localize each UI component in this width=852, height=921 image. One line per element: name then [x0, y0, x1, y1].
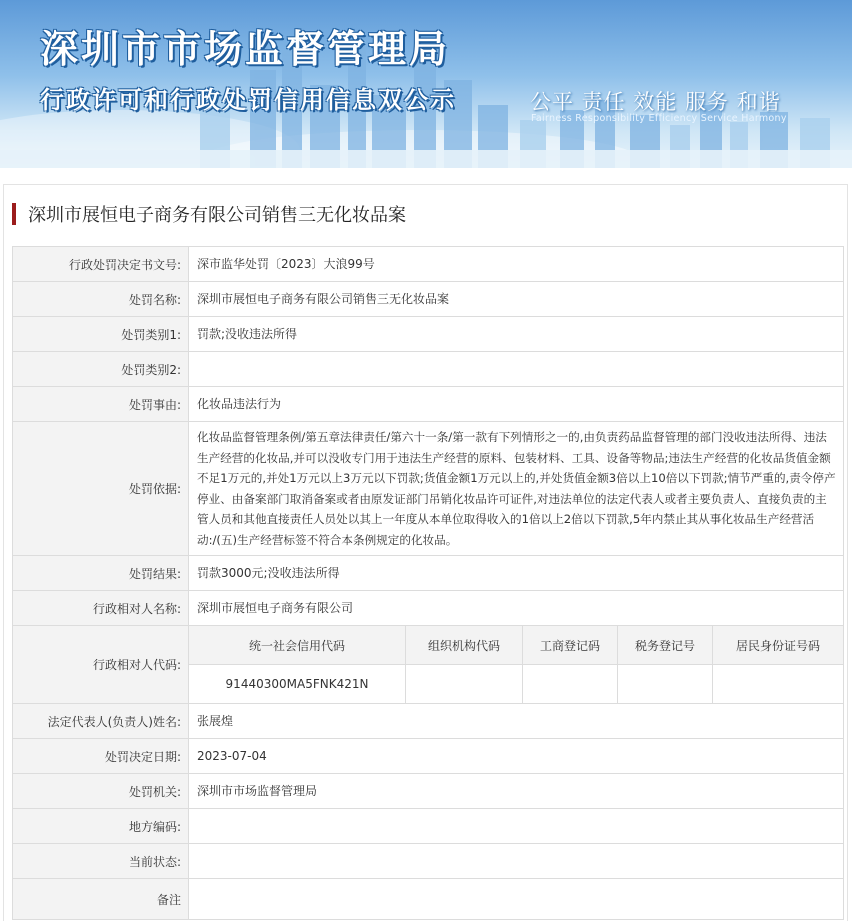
- decision-date-label: 处罚决定日期:: [13, 739, 189, 774]
- reason-label: 处罚事由:: [13, 387, 189, 422]
- authority-value: 深圳市市场监督管理局: [189, 774, 844, 809]
- category2-value: [189, 352, 844, 387]
- penalty-name-value: 深圳市展恒电子商务有限公司销售三无化妆品案: [189, 282, 844, 317]
- table-row: [13, 809, 844, 844]
- heading-accent-bar: [12, 203, 16, 225]
- header-banner: [0, 0, 852, 168]
- site-subtitle: 行政许可和行政处罚信用信息双公示: [40, 86, 456, 114]
- table-row: [13, 591, 844, 626]
- code-header-tax: 税务登记号: [618, 626, 713, 665]
- penalty-name-label: 处罚名称:: [13, 282, 189, 317]
- code-value-row: [189, 665, 843, 704]
- table-row: [13, 556, 844, 591]
- result-value: 罚款3000元;没收违法所得: [189, 556, 844, 591]
- code-value-org: [406, 665, 523, 704]
- table-row: [13, 844, 844, 879]
- code-header-row: [189, 626, 843, 665]
- legal-rep-value: 张展煌: [189, 704, 844, 739]
- case-info-table: [12, 246, 844, 920]
- code-header-business: 工商登记码: [523, 626, 618, 665]
- code-value-business: [523, 665, 618, 704]
- case-detail-panel: [3, 184, 848, 921]
- note-label: 备注: [13, 879, 189, 920]
- party-name-label: 行政相对人名称:: [13, 591, 189, 626]
- doc-no-label: 行政处罚决定书文号:: [13, 247, 189, 282]
- table-row: [13, 387, 844, 422]
- doc-no-value: 深市监华处罚〔2023〕大浪99号: [189, 247, 844, 282]
- table-row: [13, 626, 844, 704]
- region-code-label: 地方编码:: [13, 809, 189, 844]
- table-row: [13, 352, 844, 387]
- party-code-table: [189, 626, 843, 703]
- reason-value: 化妆品违法行为: [189, 387, 844, 422]
- status-label: 当前状态:: [13, 844, 189, 879]
- category2-label: 处罚类别2:: [13, 352, 189, 387]
- site-title: 深圳市市场监督管理局: [40, 27, 451, 71]
- basis-label: 处罚依据:: [13, 422, 189, 556]
- category1-label: 处罚类别1:: [13, 317, 189, 352]
- table-row: [13, 879, 844, 920]
- table-row: [13, 739, 844, 774]
- party-code-label: 行政相对人代码:: [13, 626, 189, 704]
- category1-value: 罚款;没收违法所得: [189, 317, 844, 352]
- case-heading: [12, 199, 406, 229]
- legal-rep-label: 法定代表人(负责人)姓名:: [13, 704, 189, 739]
- table-row: [13, 317, 844, 352]
- table-row: [13, 774, 844, 809]
- slogan-english: Fairness Responsibility Efficiency Service Harmony: [531, 113, 787, 124]
- table-row: [13, 704, 844, 739]
- code-value-credit: 91440300MA5FNK421N: [189, 665, 406, 704]
- code-value-tax: [618, 665, 713, 704]
- status-value: [189, 844, 844, 879]
- code-header-org: 组织机构代码: [406, 626, 523, 665]
- table-row: [13, 282, 844, 317]
- note-value: [189, 879, 844, 920]
- result-label: 处罚结果:: [13, 556, 189, 591]
- party-code-cell: [189, 626, 844, 704]
- code-value-id: [713, 665, 844, 704]
- table-row: [13, 247, 844, 282]
- authority-label: 处罚机关:: [13, 774, 189, 809]
- code-header-id: 居民身份证号码: [713, 626, 844, 665]
- table-row: [13, 422, 844, 556]
- decision-date-value: 2023-07-04: [189, 739, 844, 774]
- code-header-credit: 统一社会信用代码: [189, 626, 406, 665]
- slogan-chinese: 公平 责任 效能 服务 和谐: [530, 90, 781, 114]
- region-code-value: [189, 809, 844, 844]
- case-title: 深圳市展恒电子商务有限公司销售三无化妆品案: [28, 205, 406, 226]
- basis-value: 化妆品监督管理条例/第五章法律责任/第六十一条/第一款有下列情形之一的,由负责药品监督管理的部门没收违法所得、违法生产经营的化妆品,并可以没收专门用于违法生产经营的原料、包装材料、工具、设备等物品;违法生产经营的化妆品货值金额不足1万元的,并处1万元以上3万元以下罚款;货值金额1万元以上的,并处货值金额3倍以上10倍以下罚款;情节严重的,责令停产停业、由备案部门取消备案或者由原发证部门吊销化妆品许可证件,对违法单位的法定代表人或者主要负责人、直接负责的主管人员和其他直接责任人员处以其上一年度从本单位取得收入的1倍以上2倍以下罚款,5年内禁止其从事化妆品生产经营活动:/(五)生产经营标签不符合本条例规定的化妆品。: [189, 422, 844, 556]
- party-name-value: 深圳市展恒电子商务有限公司: [189, 591, 844, 626]
